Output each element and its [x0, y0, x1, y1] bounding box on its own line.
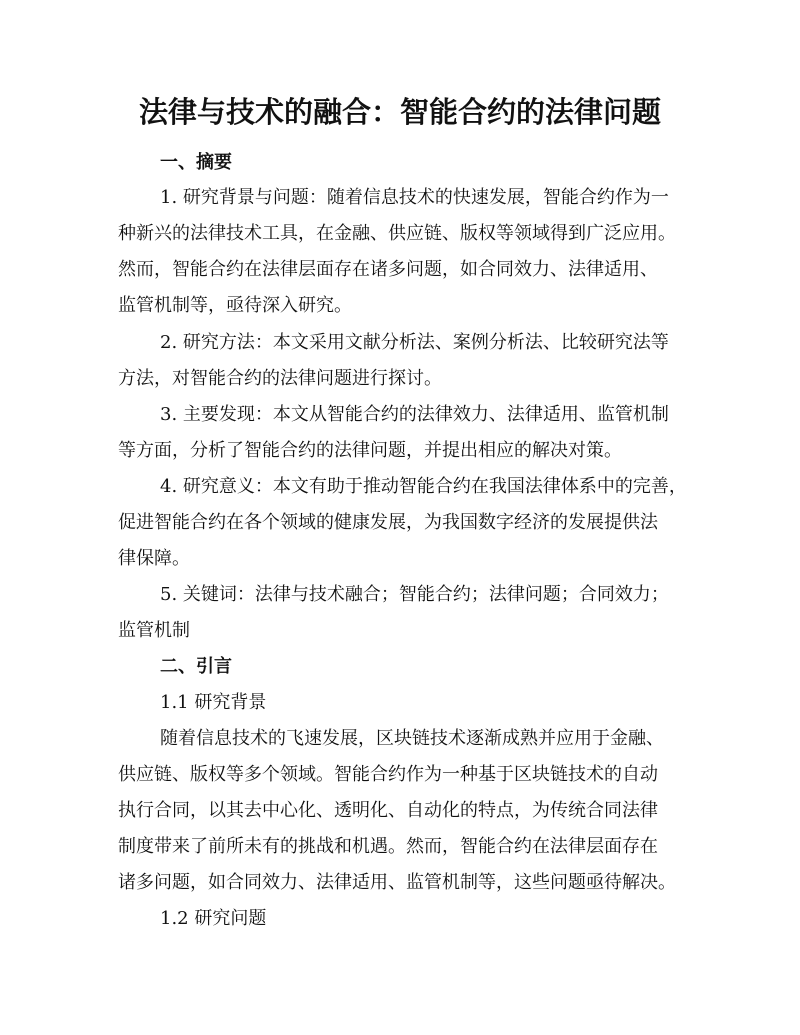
paragraph-line: 1. 研究背景与问题：随着信息技术的快速发展，智能合约作为一	[160, 187, 669, 208]
paragraph-line: 种新兴的法律技术工具，在金融、供应链、版权等领域得到广泛应用。	[118, 223, 676, 244]
paragraph-line: 2. 研究方法：本文采用文献分析法、案例分析法、比较研究法等	[160, 332, 669, 353]
paragraph-line: 供应链、版权等多个领域。智能合约作为一种基于区块链技术的自动	[118, 764, 658, 785]
paragraph-line: 然而，智能合约在法律层面存在诸多问题，如合同效力、法律适用、	[118, 259, 658, 280]
paragraph-line: 监管机制	[118, 620, 190, 641]
paragraph-line: 随着信息技术的飞速发展，区块链技术逐渐成熟并应用于金融、	[160, 728, 664, 749]
paragraph-line: 4. 研究意义：本文有助于推动智能合约在我国法律体系中的完善，	[160, 476, 687, 497]
paragraph-line: 制度带来了前所未有的挑战和机遇。然而，智能合约在法律层面存在	[118, 836, 658, 857]
section-heading-abstract: 一、摘要	[160, 152, 232, 173]
paragraph-line: 执行合同，以其去中心化、透明化、自动化的特点，为传统合同法律	[118, 800, 658, 821]
paragraph-line: 律保障。	[118, 548, 190, 569]
paragraph-line: 等方面，分析了智能合约的法律问题，并提出相应的解决对策。	[118, 440, 622, 461]
paragraph-line: 监管机制等，亟待深入研究。	[118, 295, 352, 316]
paragraph-line: 3. 主要发现：本文从智能合约的法律效力、法律适用、监管机制	[160, 404, 669, 425]
section-heading-introduction: 二、引言	[160, 656, 232, 677]
document-title: 法律与技术的融合：智能合约的法律问题	[138, 95, 661, 129]
paragraph-line: 诸多问题，如合同效力、法律适用、监管机制等，这些问题亟待解决。	[118, 872, 676, 893]
paragraph-line: 5. 关键词：法律与技术融合；智能合约；法律问题；合同效力；	[160, 584, 669, 605]
subsection-title-research-question: 1.2 研究问题	[160, 908, 267, 929]
subsection-title-background: 1.1 研究背景	[160, 692, 267, 713]
paragraph-line: 促进智能合约在各个领域的健康发展，为我国数字经济的发展提供法	[118, 512, 658, 533]
paragraph-line: 方法，对智能合约的法律问题进行探讨。	[118, 368, 442, 389]
